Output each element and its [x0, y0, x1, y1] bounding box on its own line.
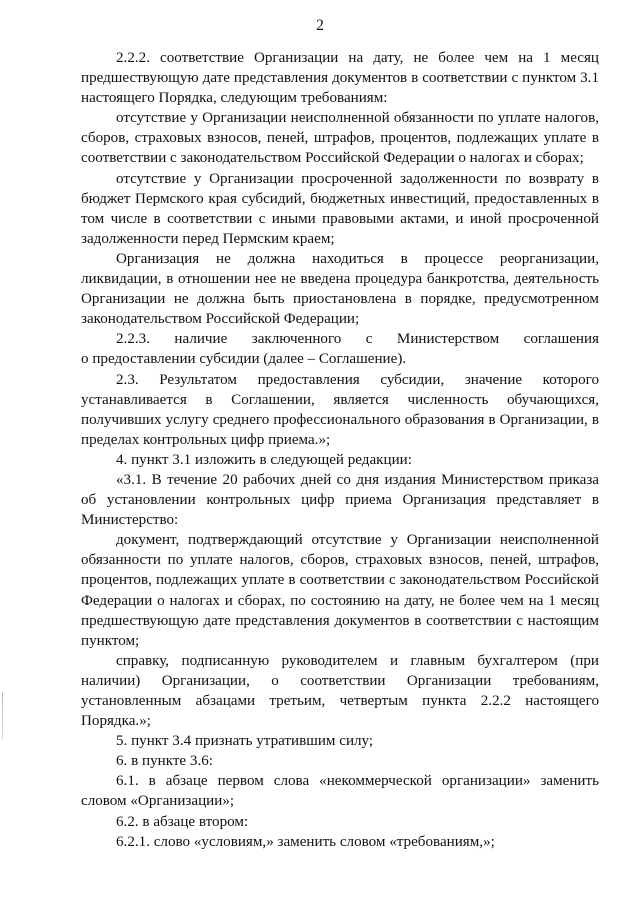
document-body	[81, 48, 599, 852]
paragraph-item-5: 5. пункт 3.4 признать утратившим силу;	[116, 733, 374, 750]
paragraph-item-6: 6. в пункте 3.6:	[116, 753, 213, 770]
paragraph-item-6-1: 6.1. в абзаце первом слова «некоммерческой организации» заменить словом «Организации»;	[81, 773, 599, 810]
paragraph-certificate-requirement: справку, подписанную руководителем и главным бухгалтером (при наличии) Организации, о соответствии Организации требованиям, установленным абзацами третьим, четвертым пункта 2.2.2 настоящего Порядка.»;	[81, 652, 599, 730]
paragraph-2-2-3: 2.2.3. наличие заключенного с Министерством соглашения	[116, 331, 599, 348]
scan-edge-mark	[2, 692, 3, 740]
paragraph-2-3: 2.3. Результатом предоставления субсидии, значение которого устанавливается в Соглашении, является численность обучающихся, получивших услугу среднего профессионального образования в Организации, в пределах контрольных цифр приема.»;	[81, 371, 599, 448]
paragraph-document-requirement: документ, подтверждающий отсутствие у Организации неисполненной обязанности по уплате налогов, сборов, страховых взносов, пеней, штрафов, процентов, подлежащих уплате в соответствии с законодательством Российской Федерации о налогах и сборах, по состоянию на дату, не более чем на 1 месяц предшествующую дате представления документов в соответствии с настоящим пунктом;	[81, 532, 599, 649]
paragraph-item-4: 4. пункт 3.1 изложить в следующей редакции:	[116, 451, 412, 468]
paragraph-3-1: «3.1. В течение 20 рабочих дней со дня издания Министерством приказа об установлении контрольных цифр приема Организация представляет в Министерство:	[81, 471, 599, 529]
paragraph-item-6-2: 6.2. в абзаце втором:	[116, 813, 249, 830]
page-number: 2	[316, 17, 324, 34]
paragraph-no-overdue-debt: отсутствие у Организации просроченной задолженности по возврату в бюджет Пермского края субсидий, бюджетных инвестиций, предоставленных в том числе в соответствии с иными правовыми актами, и иной просроченной задолженности перед Пермским краем;	[81, 170, 599, 247]
paragraph-item-6-2-1: 6.2.1. слово «условиям,» заменить словом «требованиям,»;	[116, 833, 495, 850]
paragraph-no-tax-debt: отсутствие у Организации неисполненной обязанности по уплате налогов, сборов, страховых взносов, пеней, штрафов, процентов, подлежащих уплате в соответствии с законодательством Российской Федерации о налогах и сборах;	[81, 110, 599, 167]
paragraph-no-reorganization: Организация не должна находиться в процессе реорганизации, ликвидации, в отношении нее не введена процедура банкротства, деятельность Организации не должна быть приостановлена в порядке, предусмотренном законодательством Российской Федерации;	[81, 250, 599, 328]
paragraph-2-2-3-continued: о предоставлении субсидии (далее – Соглашение).	[81, 351, 407, 368]
paragraph-2-2-2: 2.2.2. соответствие Организации на дату, не более чем на 1 месяц предшествующую дате представления документов в соответствии с пунктом 3.1 настоящего Порядка, следующим требованиям:	[81, 50, 599, 107]
